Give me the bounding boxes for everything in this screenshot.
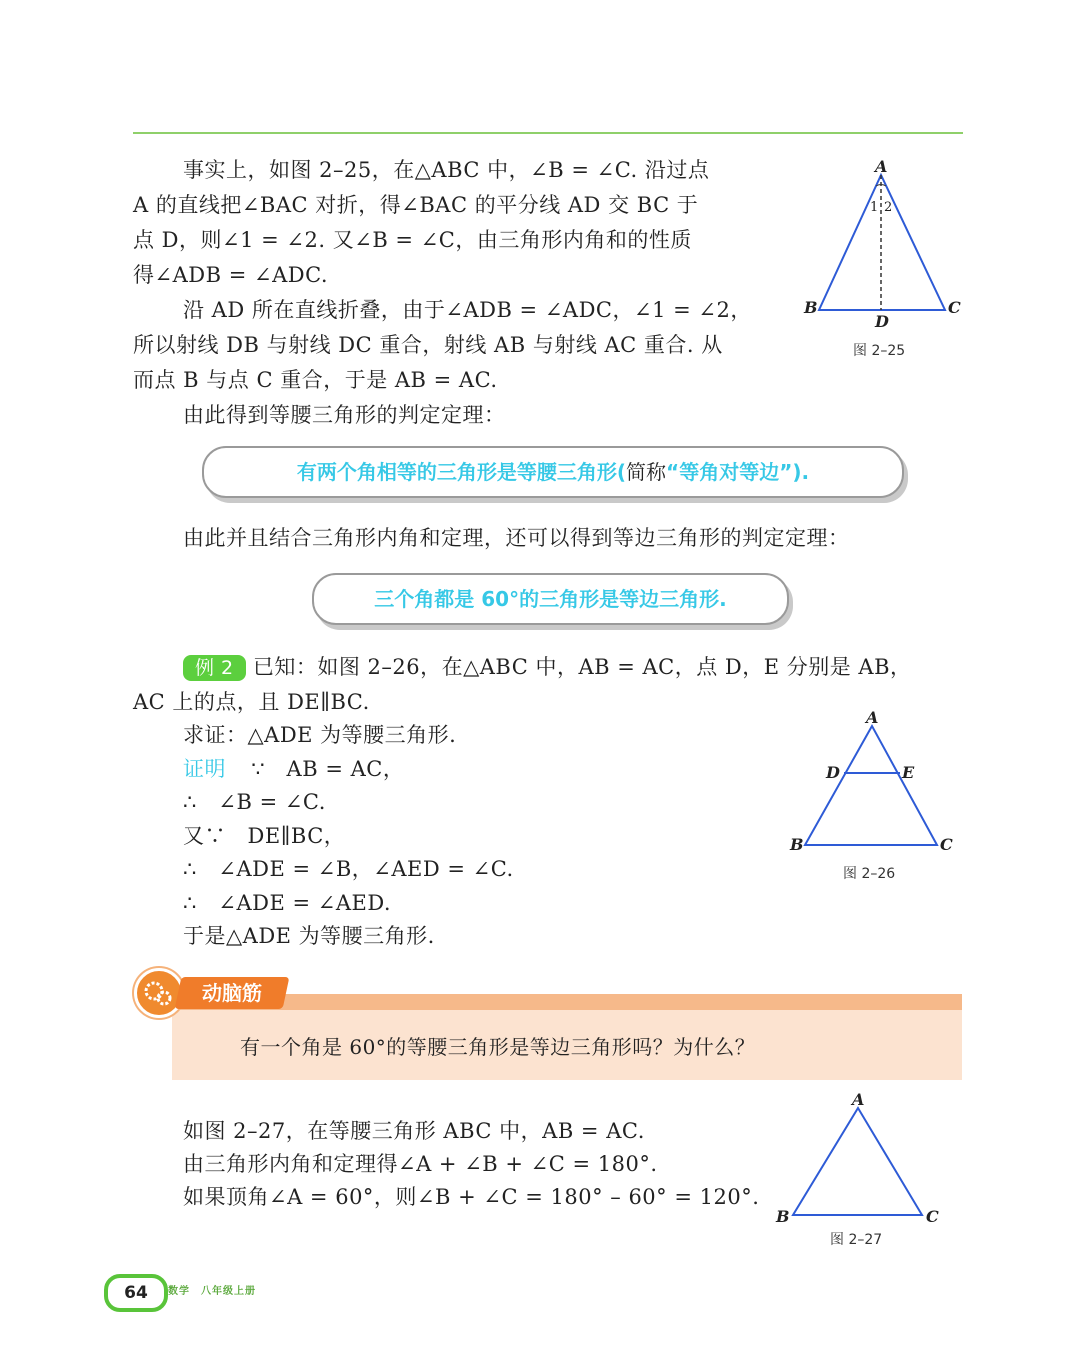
proof-label: 证明: [183, 757, 226, 781]
think-title-tab: [175, 977, 290, 1009]
example-given: 已知：如图 2–26，在△ABC 中，AB = AC，点 D，E 分别是 AB，: [252, 655, 912, 679]
label-angle-1: 1: [870, 200, 879, 215]
para3-line2: 由三角形内角和定理得∠A + ∠B + ∠C = 180°.: [183, 1152, 658, 1176]
label-c: C: [948, 298, 961, 317]
proof-step2: ∴ ∠B = ∠C.: [183, 790, 326, 814]
para1-line3: 点 D，则∠1 = ∠2. 又∠B = ∠C，由三角形内角和的性质: [133, 228, 692, 252]
page-number: 64: [104, 1274, 168, 1312]
theorem-abbr: “等角对等边”).: [666, 460, 810, 484]
theorem-equilateral-text: 三个角都是 60°的三角形是等边三角形.: [374, 587, 727, 611]
figure-2-26: [786, 708, 966, 858]
para2-line2: 所以射线 DB 与射线 DC 重合，射线 AB 与射线 AC 重合. 从: [133, 333, 723, 357]
label-b: B: [776, 1207, 790, 1226]
example-prove: 求证：△ADE 为等腰三角形.: [183, 723, 457, 747]
caption-2-27: 图 2–27: [830, 1232, 883, 1248]
proof-step3: 又∵ DE∥BC，: [183, 824, 346, 848]
label-a: A: [852, 1090, 865, 1109]
header-rule: [133, 132, 963, 134]
label-angle-2: 2: [884, 200, 893, 215]
figure-2-25: [800, 155, 980, 335]
think-question: 有一个角是 60°的等腰三角形是等边三角形吗？为什么？: [240, 1035, 756, 1059]
para1-line4: 得∠ADB = ∠ADC.: [133, 263, 329, 287]
proof-step4: ∴ ∠ADE = ∠B，∠AED = ∠C.: [183, 857, 514, 881]
para2-line3: 而点 B 与点 C 重合，于是 AB = AC.: [133, 368, 498, 392]
example-line1: [183, 653, 912, 681]
theorem-isosceles-text: 有两个角相等的三角形是等腰三角形(: [296, 460, 627, 484]
label-e: E: [902, 763, 915, 782]
para1-line2: A 的直线把∠BAC 对折，得∠BAC 的平分线 AD 交 BC 于: [133, 193, 699, 217]
label-b: B: [804, 298, 818, 317]
label-a: A: [866, 708, 879, 727]
label-c: C: [940, 835, 953, 854]
think-title: 动脑筋: [202, 981, 262, 1005]
label-a: A: [875, 157, 888, 176]
footer-book-title: 数学 八年级上册: [168, 1286, 256, 1297]
proof-step1-text: ∵ AB = AC，: [251, 757, 405, 781]
triangle-abc: [793, 1108, 922, 1215]
theorem-abbr-prefix: 简称: [626, 460, 667, 484]
example-line2: AC 上的点，且 DE∥BC.: [133, 690, 370, 714]
para3-line1: 如图 2–27，在等腰三角形 ABC 中，AB = AC.: [183, 1119, 645, 1143]
intro-isosceles-theorem: 由此得到等腰三角形的判定定理：: [183, 403, 506, 427]
caption-2-26: 图 2–26: [843, 866, 896, 882]
proof-step5: ∴ ∠ADE = ∠AED.: [183, 891, 392, 915]
theorem-isosceles-box: [202, 446, 904, 498]
gears-icon-graphic: [137, 971, 181, 1015]
gears-icon: [134, 968, 184, 1018]
label-d: D: [826, 763, 840, 782]
para2-line1: 沿 AD 所在直线折叠，由于∠ADB = ∠ADC，∠1 = ∠2，: [183, 298, 752, 322]
proof-step1: [183, 755, 404, 783]
label-b: B: [790, 835, 804, 854]
figure-2-27: [773, 1090, 953, 1230]
para3-line3: 如果顶角∠A = 60°，则∠B + ∠C = 180° – 60° = 120°.: [183, 1185, 760, 1209]
theorem-equilateral-box: [312, 573, 789, 625]
label-c: C: [926, 1207, 939, 1226]
caption-2-25: 图 2–25: [853, 343, 906, 359]
para1-line1: 事实上，如图 2–25，在△ABC 中，∠B = ∠C. 沿过点: [183, 158, 710, 182]
label-d: D: [875, 312, 889, 331]
triangle-abc: [819, 175, 945, 310]
example-tag: 例 2: [183, 655, 246, 681]
proof-step6: 于是△ADE 为等腰三角形.: [183, 924, 435, 948]
think-banner: [172, 994, 962, 1010]
intro-equilateral-theorem: 由此并且结合三角形内角和定理，还可以得到等边三角形的判定定理：: [183, 526, 850, 550]
triangle-abc: [805, 726, 937, 845]
